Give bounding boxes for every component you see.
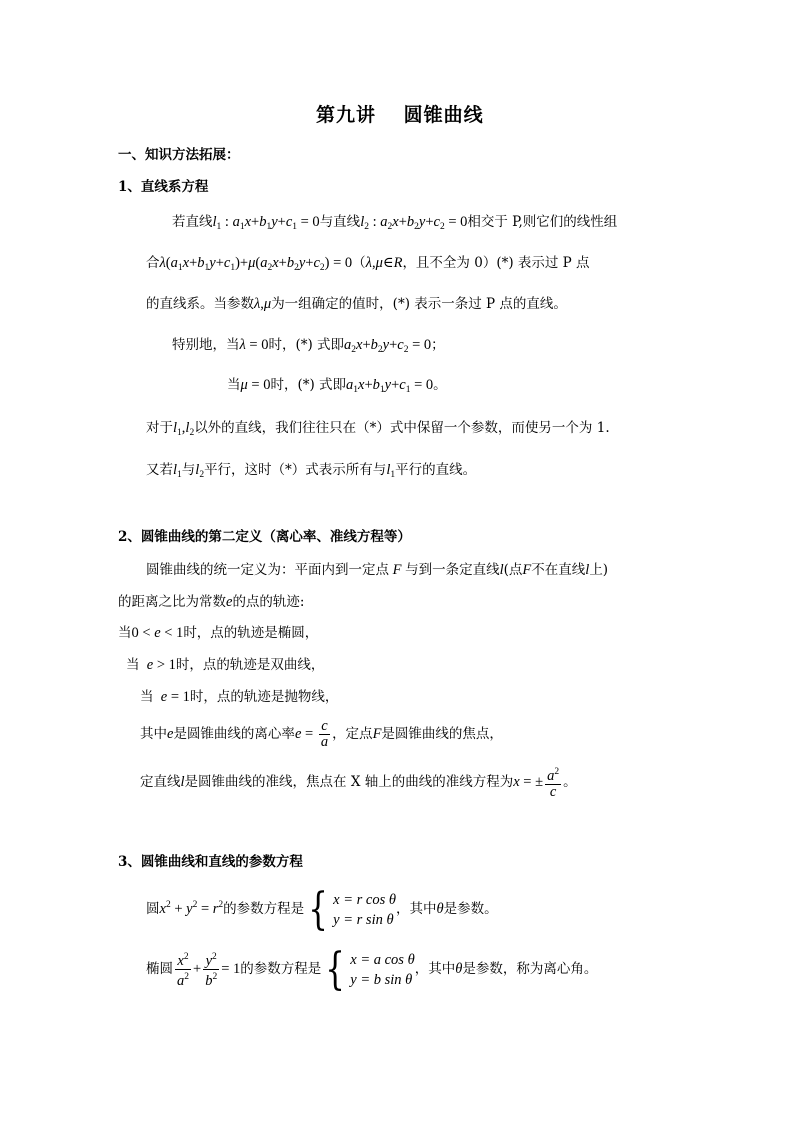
fraction-x2-a2: $\frac{x^2}{a^2}$: [177, 952, 189, 989]
s2-def-1: 圆锥曲线的统一定义为：平面内到一定点 F 与到一条定直线l(点F不在直线l上): [146, 562, 609, 578]
s1-line-3: 的直线系。当参数λ,μ为一组确定的值时，(*) 表示一条过 P 点的直线。: [146, 296, 567, 312]
eq-line1: $a_1x$: [232, 214, 251, 232]
s2-case-hyperbola: 当 e > 1时，点的轨迹是双曲线，: [126, 657, 325, 673]
eq-line2: $a_2x$: [380, 214, 399, 232]
s3-circle: 圆$x^2 + y^2 = r^2$的参数方程是 { x = r cos θ y = r sin θ ，其中θ是参数。: [146, 883, 498, 935]
section-2-heading: 2、圆锥曲线的第二定义（离心率、准线方程等）: [118, 529, 411, 545]
eq-l1: $l_1$: [212, 214, 222, 232]
s1-special-2: 当μ = 0时，(*) 式即$a_1x+b_1y+c_1 = 0$。: [227, 377, 447, 395]
part-heading: 一、知识方法拓展：: [118, 147, 240, 163]
section-3-heading: 3、圆锥曲线和直线的参数方程: [118, 854, 303, 870]
s3-ellipse: 椭圆 $\frac{x^2}{a^2}$ + $\frac{y^2}{b^2}$ = 1的参数方程是 { x = a cos θ y = b sin θ ，其中θ是参数，称为离心角。: [146, 943, 598, 995]
fraction-a2-over-c: $\frac{a^2}{c}$: [547, 767, 560, 800]
s1-special-1: 特别地，当λ = 0时，(*) 式即$a_2x+b_2y+c_2 = 0$；: [172, 337, 445, 355]
page-title: 第九讲 圆锥曲线: [316, 104, 484, 126]
s1-other-1: 对于$l_1,l_2$以外的直线，我们往往只在（*）式中保留一个参数，而使另一个为 1.: [146, 420, 610, 438]
fraction-y2-b2: $\frac{y^2}{b^2}$: [205, 952, 218, 989]
s2-eccentricity: 其中e是圆锥曲线的离心率e = $\frac{c}{a}$ ，定点F是圆锥曲线的焦点，: [140, 718, 503, 750]
fraction-c-over-a: $\frac{c}{a}$: [320, 718, 329, 750]
eq-linear-combination: λ: [159, 255, 166, 271]
s2-case-ellipse: 当0 < e < 1时，点的轨迹是椭圆，: [118, 625, 319, 641]
s2-case-parabola: 当 e = 1时，点的轨迹是抛物线，: [140, 689, 339, 705]
s1-line-2: 合$\lambda(a_1x+b_1y+c_1)+\mu(a_2x+b_2y+c_2)$ = 0（λ,μ∈R，且不全为 0）(*) 表示过 P 点: [146, 255, 590, 273]
s1-other-2: 又若$l_1$与$l_2$平行，这时（*）式表示所有与$l_1$平行的直线。: [146, 462, 477, 480]
section-1-heading: 1、直线系方程: [118, 179, 209, 195]
s1-line-1: 若直线$l_1$ : $a_1x+b_1y+c_1 = 0$与直线$l_2$ : $a_2x+b_2y+c_2 = 0$相交于 P,则它们的线性组: [172, 214, 618, 232]
ellipse-param-system: { x = a cos θ y = b sin θ: [325, 943, 415, 995]
circle-param-system: { x = r cos θ y = r sin θ: [308, 883, 397, 935]
s2-def-2: 的距离之比为常数e的点的轨迹:: [118, 594, 305, 610]
s2-directrix: 定直线l是圆锥曲线的准线，焦点在 X 轴上的曲线的准线方程为x = ± $\frac{a^2}{c}$ 。: [140, 767, 577, 800]
